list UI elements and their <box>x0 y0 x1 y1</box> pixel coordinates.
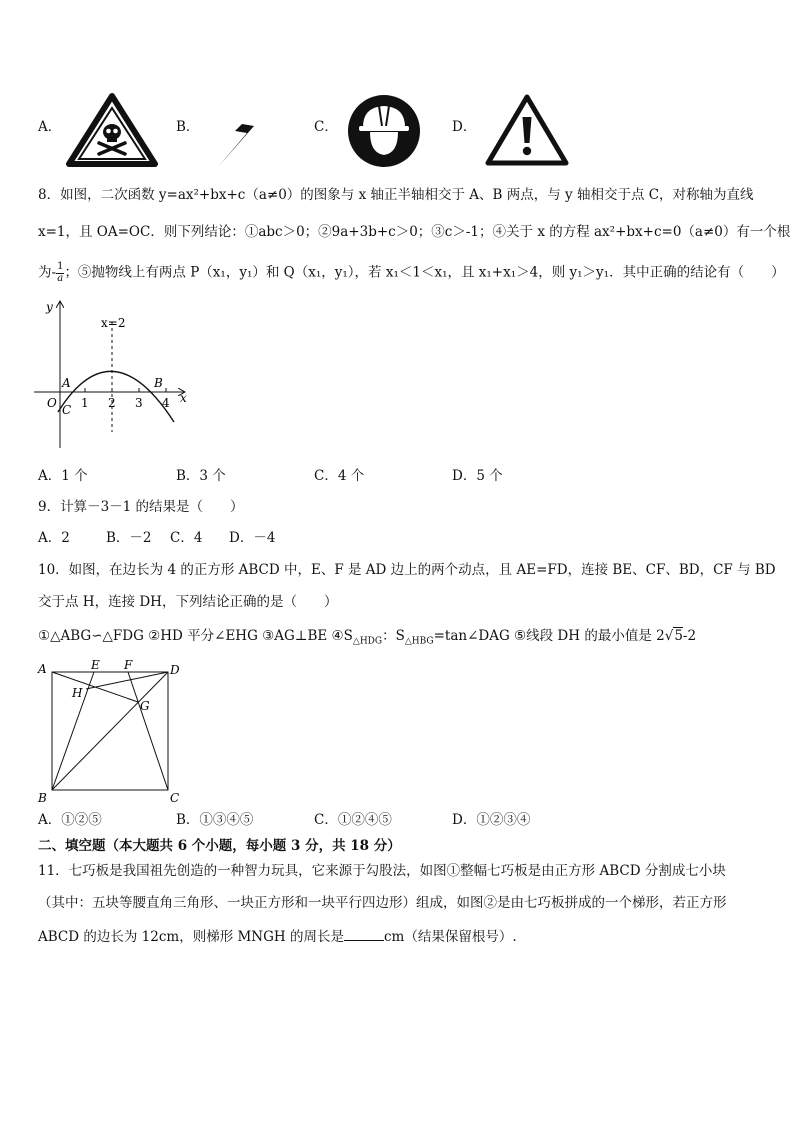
q8-option-b[interactable]: B．3 个 <box>176 468 226 484</box>
vertex-d-label: D <box>170 663 180 677</box>
q9-option-d[interactable]: D．－4 <box>229 530 276 546</box>
lightning-bolt-icon <box>214 95 272 169</box>
x-axis-label: x <box>180 391 187 405</box>
q8-fraction-numerator: 1 <box>57 261 64 272</box>
tick-label-4: 4 <box>162 396 170 410</box>
q10-sqrt-radicand: 5 <box>674 628 683 644</box>
sqrt-icon: √ <box>664 628 674 644</box>
vertex-c-label: C <box>170 791 180 805</box>
section-heading-fill-in: 二、填空题（本大题共 6 个小题，每小题 3 分，共 18 分） <box>38 838 401 854</box>
q8-line3-rest: ；⑤抛物线上有两点 P（x₁，y₁）和 Q（x₁，y₁），若 x₁＜1＜x₁，且 x₁+x₁＞4，则 y₁＞y₁．其中正确的结论有（ ） <box>64 264 785 281</box>
segment-dh <box>86 672 168 689</box>
point-b-label: B <box>154 376 163 390</box>
q8-option-d[interactable]: D．5 个 <box>452 468 503 484</box>
q10-option-d[interactable]: D．①②③④ <box>452 812 531 828</box>
q10-option-c[interactable]: C．①②④⑤ <box>314 812 392 828</box>
q10-square-figure <box>36 656 186 806</box>
q11-answer-blank[interactable] <box>344 929 384 941</box>
point-g-label: G <box>140 699 150 713</box>
exclamation-warning-icon <box>485 93 569 167</box>
tick-label-1: 1 <box>81 396 89 410</box>
q10-conclusions-mid: ：S <box>382 628 405 644</box>
point-h-label: H <box>72 686 83 700</box>
point-a-label: A <box>62 376 71 390</box>
q10-conclusions-main: ①△ABG∽△FDG ②HD 平分∠EHG ③AG⊥BE ④S <box>38 628 353 644</box>
q7-option-a-label[interactable]: A． <box>38 119 62 135</box>
q7-option-d-label[interactable]: D． <box>452 119 477 135</box>
q11-stem-line1: 11．七巧板是我国祖先创造的一种智力玩具，它来源于勾股法，如图①整幅七巧板是由正方形 ABCD 分割成七小块 <box>38 863 726 879</box>
q10-option-a[interactable]: A．①②⑤ <box>38 812 102 828</box>
q9-option-a[interactable]: A．2 <box>38 530 70 546</box>
q8-option-c[interactable]: C．4 个 <box>314 468 365 484</box>
q8-stem-line3 <box>38 262 785 284</box>
tick-label-2: 2 <box>108 396 116 410</box>
point-e-label: E <box>91 658 100 672</box>
q11-stem-line3 <box>38 929 517 945</box>
q8-line3-prefix: 为- <box>38 264 57 281</box>
q10-option-b[interactable]: B．①③④⑤ <box>176 812 254 828</box>
q7-option-c-label[interactable]: C． <box>314 119 338 135</box>
skull-crossbones-warning-icon <box>66 92 158 168</box>
q10-conclusions-end: -2 <box>682 628 697 644</box>
y-axis-label: y <box>46 300 53 314</box>
q8-fraction-denominator: a <box>57 272 64 284</box>
segment-cf <box>128 672 168 790</box>
q10-sub-hbg: △HBG <box>404 636 434 647</box>
q9-option-b[interactable]: B．－2 <box>106 530 152 546</box>
q9-stem: 9．计算－3－1 的结果是（ ） <box>38 499 244 515</box>
q11-stem-line2: （其中：五块等腰直角三角形、一块正方形和一块平行四边形）组成，如图②是由七巧板拼成的一个梯形，若正方形 <box>38 895 727 911</box>
vertex-a-label: A <box>38 662 47 676</box>
q8-stem-line2: x=1，且 OA=OC．则下列结论：①abc＞0；②9a+3b+c＞0；③c＞-1；④关于 x 的方程 ax²+bx+c=0（a≠0）有一个根 <box>38 224 791 240</box>
q10-stem-line2: 交于点 H，连接 DH，下列结论正确的是（ ） <box>38 594 338 610</box>
q10-conclusions <box>38 630 696 647</box>
q10-sub-hdg: △HDG <box>352 636 383 647</box>
q8-option-a[interactable]: A．1 个 <box>38 468 88 484</box>
symmetry-label: x=2 <box>101 316 126 330</box>
origin-label: O <box>47 396 57 410</box>
hard-hat-mandatory-icon <box>346 93 422 169</box>
q10-conclusions-tail: =tan∠DAG ⑤线段 DH 的最小值是 2 <box>433 628 665 644</box>
point-f-label: F <box>124 658 133 672</box>
q11-line3-prefix: ABCD 的边长为 12cm，则梯形 MNGH 的周长是 <box>38 929 344 945</box>
diagonal-bd <box>52 672 168 790</box>
point-c-label: C <box>62 403 72 417</box>
q10-stem-line1: 10．如图，在边长为 4 的正方形 ABCD 中，E、F 是 AD 边上的两个动点，且 AE=FD，连接 BE、CF、BD，CF 与 BD <box>38 562 776 578</box>
q8-parabola-graph <box>34 298 194 450</box>
tick-label-3: 3 <box>135 396 143 410</box>
q11-line3-suffix: cm（结果保留根号）. <box>383 929 517 945</box>
q8-stem-line1: 8．如图，二次函数 y=ax²+bx+c（a≠0）的图象与 x 轴正半轴相交于 A、B 两点，与 y 轴相交于点 C，对称轴为直线 <box>38 187 754 203</box>
vertex-b-label: B <box>38 791 47 805</box>
q9-option-c[interactable]: C．4 <box>170 530 203 546</box>
q7-option-b-label[interactable]: B． <box>176 119 200 135</box>
